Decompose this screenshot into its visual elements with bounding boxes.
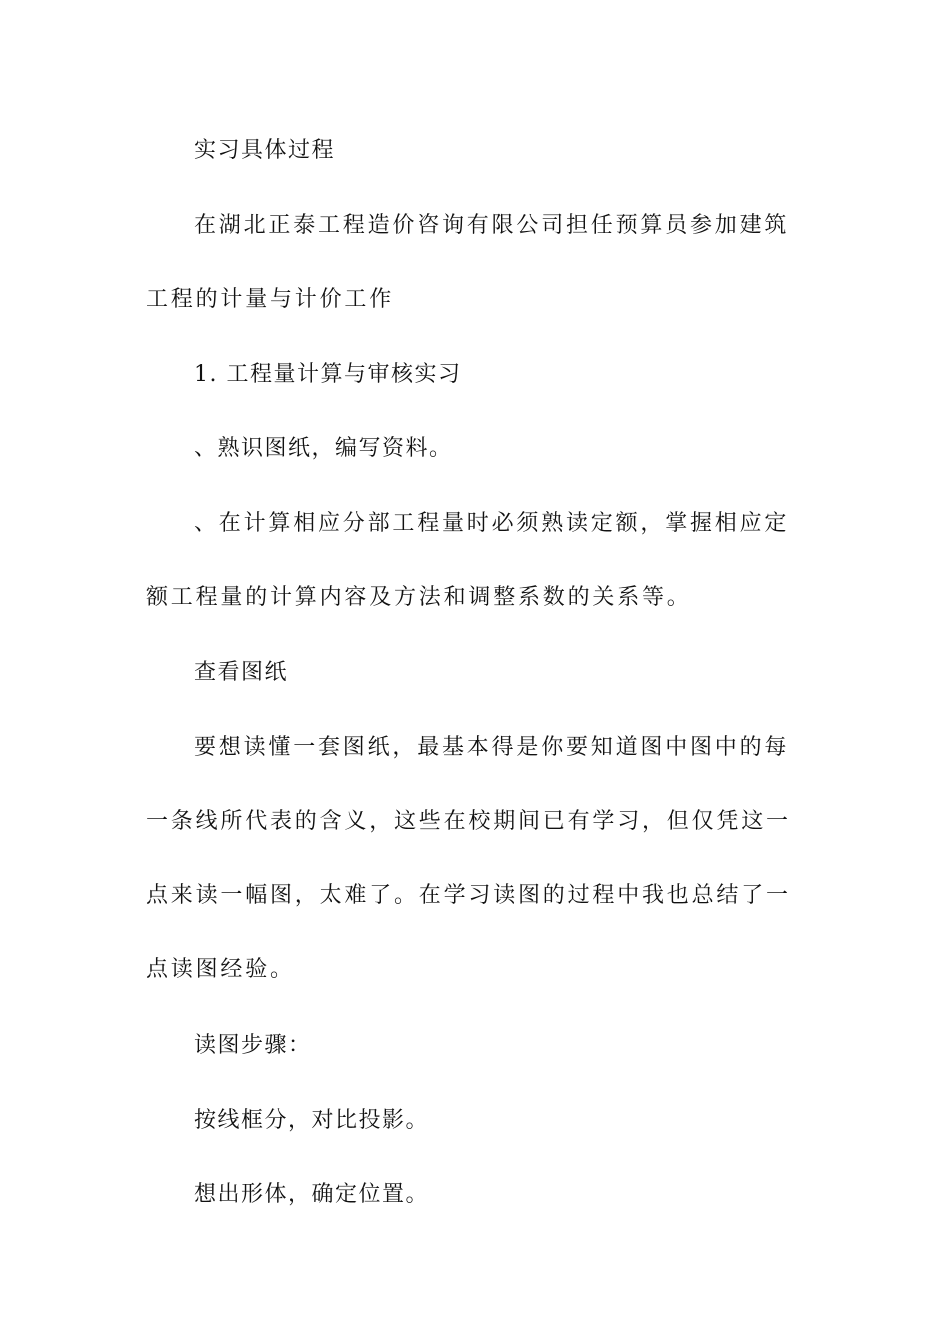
heading-internship-process: 实习具体过程 xyxy=(194,138,336,163)
heading-quantity-calculation: 1. 工程量计算与审核实习 xyxy=(194,362,462,387)
heading-reading-steps: 读图步骤： xyxy=(194,1033,312,1058)
heading-view-drawings: 查看图纸 xyxy=(194,660,289,685)
step-divide-frames: 按线框分，对比投影。 xyxy=(194,1108,430,1133)
paragraph-familiar-drawings: 、熟识图纸，编写资料。 xyxy=(194,436,453,461)
step-imagine-shape: 想出形体，确定位置。 xyxy=(194,1182,430,1207)
paragraph-reading-drawings: 要想读懂一套图纸，最基本得是你要知道图中图中的每一条线所代表的含义，这些在校期间已有学习，但仅凭这一点来读一幅图，太难了。在学习读图的过程中我也总结了一点读图经验。 xyxy=(146,735,791,982)
paragraph-study-quota: 、在计算相应分部工程量时必须熟读定额，掌握相应定额工程量的计算内容及方法和调整系数的关系等。 xyxy=(146,511,790,610)
paragraph-company-role: 在湖北正泰工程造价咨询有限公司担任预算员参加建筑工程的计量与计价工作 xyxy=(146,213,790,312)
